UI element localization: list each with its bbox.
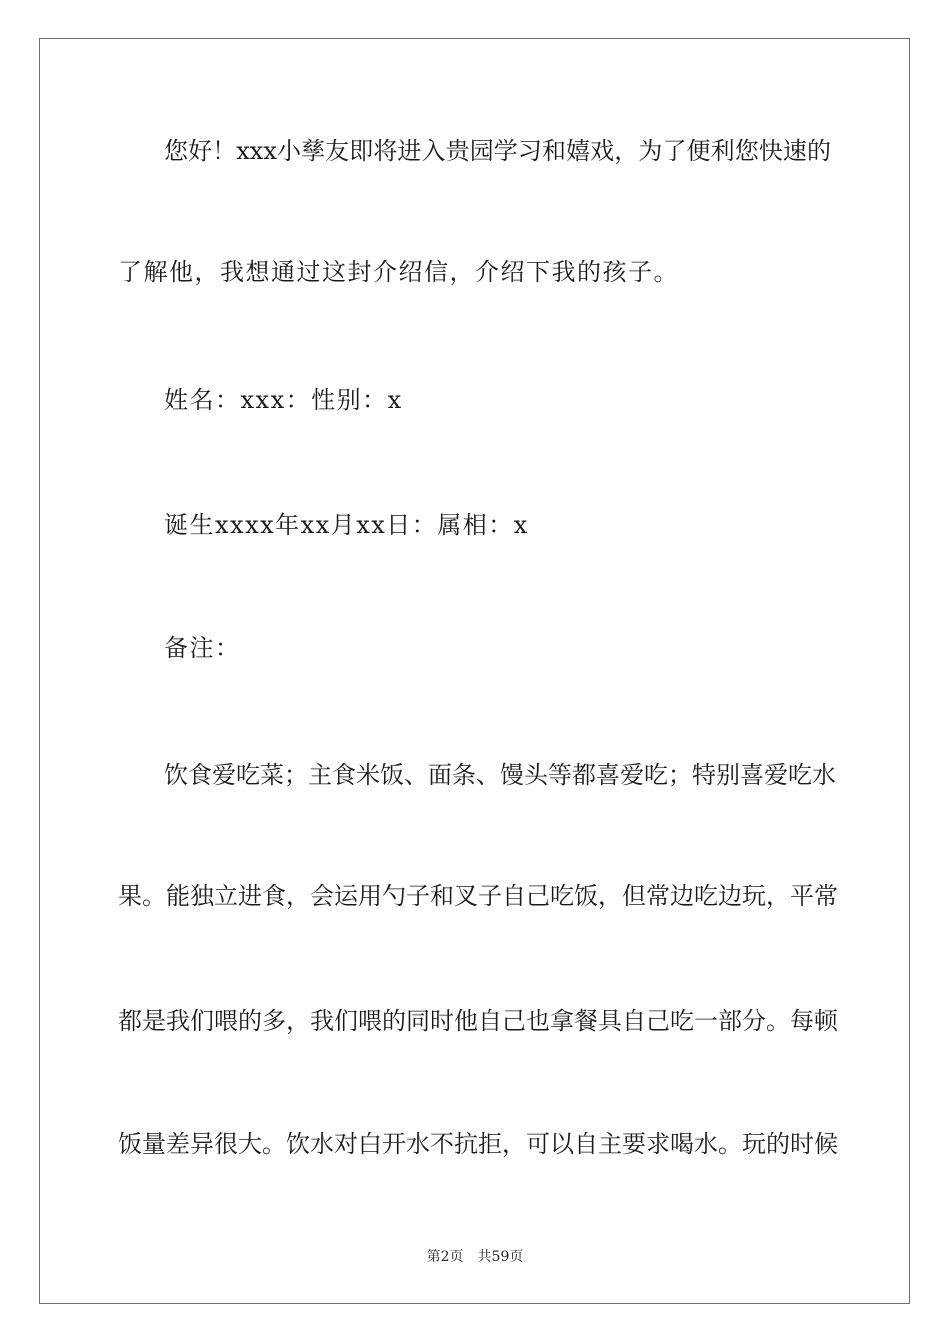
page-number-footer: 第2页 共59页 xyxy=(426,1249,524,1265)
info-line-birth-zodiac: 诞生xxxx年xx月xx日：属相：x xyxy=(164,511,529,539)
paragraph-line-greeting: 您好！xxx小孳友即将进入贵园学习和嬉戏，为了便利您快速的 xyxy=(164,137,831,165)
paragraph-line-diet-2: 果。能独立进食，会运用勺子和叉子自己吃饭，但常边吃边玩，平常 xyxy=(118,882,838,910)
paragraph-line-diet-1: 饮食爱吃菜；主食米饭、面条、馒头等都喜爱吃；特别喜爱吃水 xyxy=(164,761,836,789)
paragraph-line-diet-3: 都是我们喂的多，我们喂的同时他自己也拿餐具自己吃一部分。每顿 xyxy=(118,1007,838,1035)
paragraph-line-intro: 了解他，我想通过这封介绍信，介绍下我的孩子。 xyxy=(118,258,679,286)
remarks-heading: 备注： xyxy=(164,634,241,662)
info-line-name-gender: 姓名：xxx：性别：x xyxy=(164,386,403,414)
paragraph-line-diet-4: 饭量差异很大。饮水对白开水不抗拒，可以自主要求喝水。玩的时候 xyxy=(118,1130,838,1158)
page-border xyxy=(39,38,910,1304)
